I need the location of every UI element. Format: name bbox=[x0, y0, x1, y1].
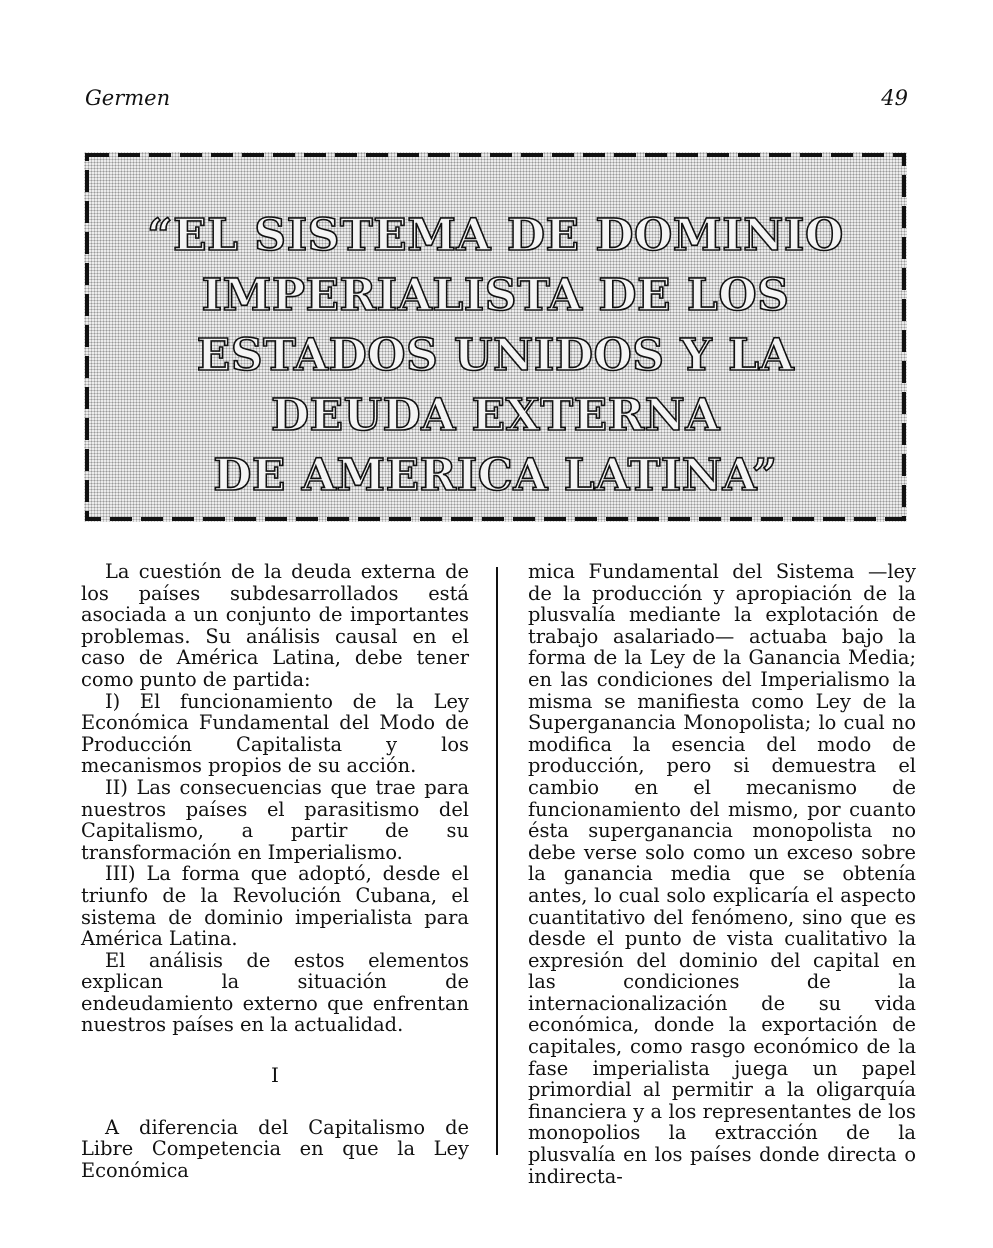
title-box bbox=[84, 152, 907, 522]
title-line: ESTADOS UNIDOS Y LA bbox=[196, 330, 795, 381]
title-line: IMPERIALISTA DE LOS bbox=[201, 270, 790, 321]
paragraph: La cuestión de la deuda externa de los países subdesarrollados está asociada a un conjunto de importantes problemas. Su análisis causal en el caso de América Latina, debe tener como punto de partida: bbox=[81, 560, 469, 691]
paragraph: El análisis de estos elementos explican la situación de endeudamiento externo que enfrentan nuestros países en la actualidad. bbox=[81, 948, 469, 1037]
right-column bbox=[528, 561, 916, 1187]
title-line: “EL SISTEMA DE DOMINIO bbox=[147, 210, 844, 261]
title-line: DEUDA EXTERNA bbox=[270, 390, 721, 441]
page-header bbox=[85, 86, 908, 116]
paragraph: III) La forma que adoptó, desde el triunfo de la Revolución Cubana, el sistema de dominio imperialista para América Latina. bbox=[81, 862, 469, 951]
left-column bbox=[81, 561, 469, 1181]
paragraph: I) El funcionamiento de la Ley Económica Fundamental del Modo de Producción Capitalista y los mecanismos propios de su acción. bbox=[81, 689, 469, 778]
paragraph: mica Fundamental del Sistema —ley de la producción y apropiación de la plusvalía mediante la explotación de trabajo asalariado— actuaba bajo la forma de la Ley de la Ganancia Media; en las condiciones del Imperialismo la misma se manifiesta como Ley de la Superganancia Monopolista; lo cual no modifica la esencia del modo de producción, pero si demuestra el cambio en el mecanismo de funcionamiento del mismo, por cuanto ésta superganancia monopolista no debe verse solo como un exceso sobre la ganancia media que se obtenía antes, lo cual solo explicaría el aspecto cuantitativo del fenómeno, sino que es desde el punto de vista cualitativo la expresión del dominio del capital en las condiciones de la internacionalización de su vida económica, donde la exportación de capitales, como rasgo económico de la fase imperialista juega un papel primordial al permitir a la oligarquía financiera y a los representantes de los monopolios la extracción de la plusvalía en los países donde directa o indirecta- bbox=[528, 560, 916, 1188]
journal-name: Germen bbox=[85, 86, 171, 110]
paragraph: A diferencia del Capitalismo de Libre Competencia en que la Ley Económica bbox=[81, 1115, 469, 1182]
page-number: 49 bbox=[881, 86, 908, 110]
title-line: DE AMERICA LATINA” bbox=[213, 450, 778, 501]
paragraph: II) Las consecuencias que trae para nuestros países el parasitismo del Capitalismo, a partir de su transformación en Imperialismo. bbox=[81, 775, 469, 864]
article-title bbox=[144, 206, 847, 506]
section-heading: I bbox=[271, 1063, 279, 1088]
column-divider bbox=[496, 567, 498, 1155]
